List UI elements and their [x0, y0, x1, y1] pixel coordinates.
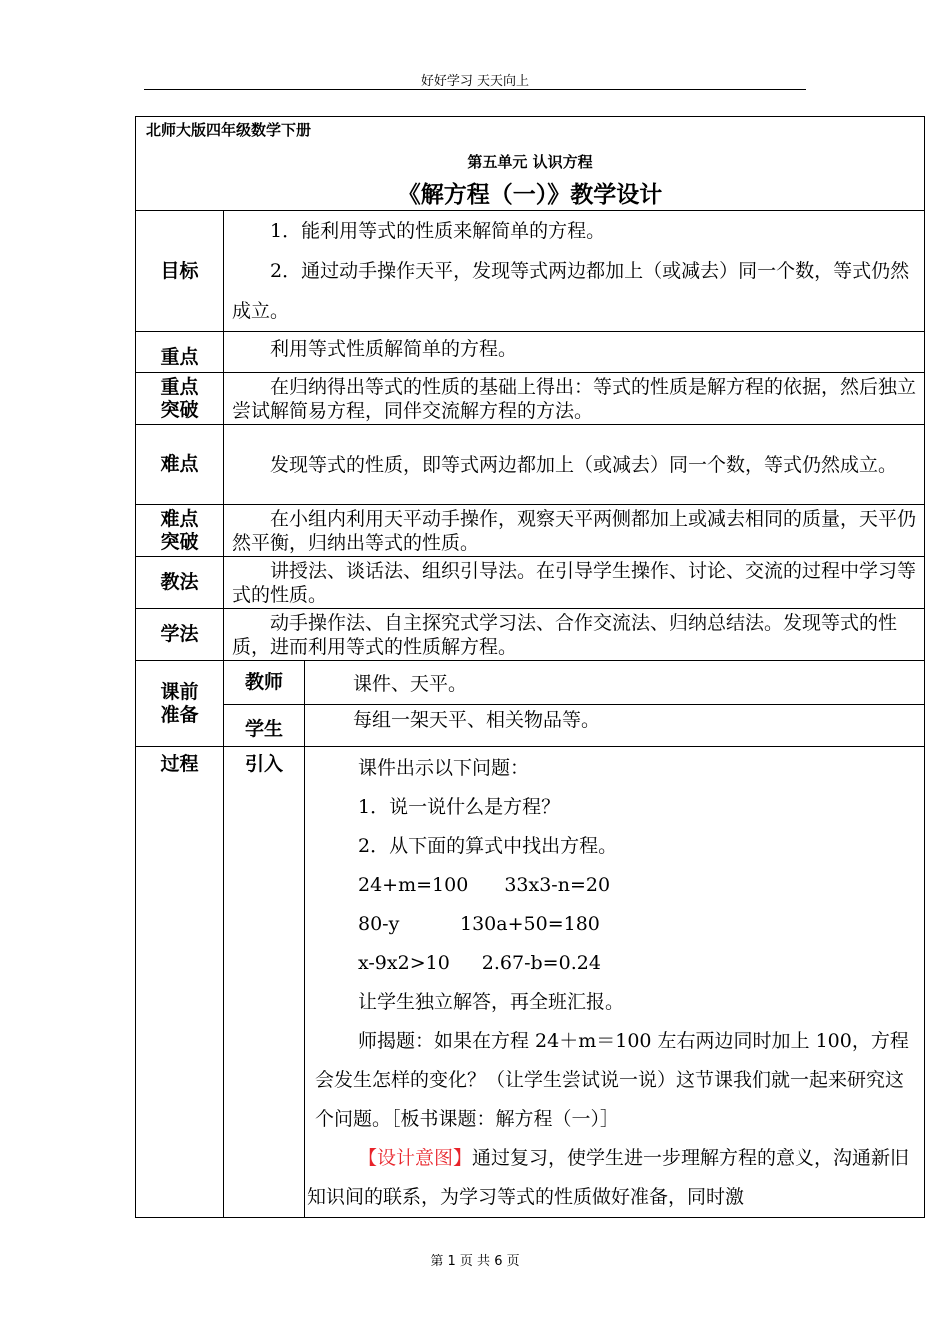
goal-line-2: 2．通过动手操作天平，发现等式两边都加上（或减去）同一个数，等式仍然成立。 [232, 260, 910, 322]
difficulty-break-label-2: 突破 [160, 530, 199, 553]
teaching-method-label: 教法 [136, 557, 224, 609]
difficulty-row [136, 425, 925, 505]
key-row [136, 332, 925, 373]
design-intent [307, 1139, 920, 1217]
learning-method-label: 学法 [136, 609, 224, 661]
teacher-label: 教师 [224, 661, 305, 705]
equation-1a: 24+m=100 [358, 874, 469, 896]
equation-3a: x-9x2>10 [358, 952, 450, 974]
goal-content [224, 211, 925, 332]
prep-label [136, 661, 224, 747]
prep-label-2: 准备 [160, 703, 199, 726]
process-p4: 让学生独立解答，再全班汇报。 [358, 991, 625, 1013]
process-content [305, 747, 925, 1218]
difficulty-break-row [136, 505, 925, 557]
equation-line-1 [315, 866, 920, 905]
prep-teacher-row [136, 661, 925, 705]
teaching-method-row [136, 557, 925, 609]
equation-1b: 33x3-n=20 [504, 874, 611, 896]
intro-label: 引入 [224, 747, 305, 1218]
key-break-content: 在归纳得出等式的性质的基础上得出：等式的性质是解方程的依据，然后独立尝试解简易方程，同伴交流解方程的方法。 [224, 373, 925, 425]
process-p2: 1．说一说什么是方程？ [358, 796, 561, 818]
process-row [136, 747, 925, 1218]
unit-title: 第五单元 认识方程 [467, 153, 593, 171]
process-p1: 课件出示以下问题： [358, 757, 530, 779]
goal-line-1: 1．能利用等式的性质来解简单的方程。 [270, 220, 606, 242]
title-row [136, 117, 925, 211]
key-break-label-2: 突破 [160, 398, 199, 421]
design-intent-tag: 【设计意图】 [358, 1147, 473, 1169]
teacher-content: 课件、天平。 [305, 661, 925, 705]
process-p5: 师揭题：如果在方程 24＋m＝100 左右两边同时加上 100，方程会发生怎样的变化？（让学生尝试说一说）这节课我们就一起来研究这个问题。［板书课题：解方程（一）］ [315, 1030, 909, 1130]
design-intent-text: 通过复习，使学生进一步理解方程的意义，沟通新旧知识间的联系，为学习等式的性质做好准备，同时激 [307, 1147, 910, 1208]
difficulty-content: 发现等式的性质，即等式两边都加上（或减去）同一个数，等式仍然成立。 [224, 425, 925, 505]
student-content: 每组一架天平、相关物品等。 [305, 705, 925, 747]
learning-method-row [136, 609, 925, 661]
book-title: 北师大版四年级数学下册 [146, 121, 312, 139]
title-cell [136, 117, 925, 211]
key-break-row [136, 373, 925, 425]
process-label: 过程 [136, 747, 224, 1218]
learning-method-content: 动手操作法、自主探究式学习法、合作交流法、归纳总结法。发现等式的性质，进而利用等式的性质解方程。 [224, 609, 925, 661]
page-header: 好好学习 天天向上 [420, 74, 530, 89]
process-p3: 2．从下面的算式中找出方程。 [358, 835, 618, 857]
teaching-method-content: 讲授法、谈话法、组织引导法。在引导学生操作、讨论、交流的过程中学习等式的性质。 [224, 557, 925, 609]
key-break-label-1: 重点 [160, 375, 199, 398]
goal-row [136, 211, 925, 332]
difficulty-label: 难点 [136, 425, 224, 505]
difficulty-break-label [136, 505, 224, 557]
lesson-title: 《解方程（一）》教学设计 [397, 181, 663, 208]
equation-3b: 2.67-b=0.24 [481, 952, 601, 974]
equation-line-2 [315, 905, 920, 944]
header-divider [144, 89, 806, 90]
equation-2a: 80-y [358, 913, 400, 935]
difficulty-break-label-1: 难点 [160, 507, 199, 530]
key-label: 重点 [136, 332, 224, 373]
key-break-label [136, 373, 224, 425]
equation-line-3 [315, 944, 920, 983]
prep-label-1: 课前 [160, 680, 199, 703]
prep-student-row [136, 705, 925, 747]
lesson-plan-table [135, 116, 925, 1218]
key-content: 利用等式性质解简单的方程。 [224, 332, 925, 373]
equation-2b: 130a+50=180 [460, 913, 600, 935]
student-label: 学生 [224, 705, 305, 747]
page-footer: 第 1 页 共 6 页 [430, 1254, 520, 1269]
goal-label: 目标 [136, 211, 224, 332]
difficulty-break-content: 在小组内利用天平动手操作，观察天平两侧都加上或减去相同的质量，天平仍然平衡，归纳出等式的性质。 [224, 505, 925, 557]
